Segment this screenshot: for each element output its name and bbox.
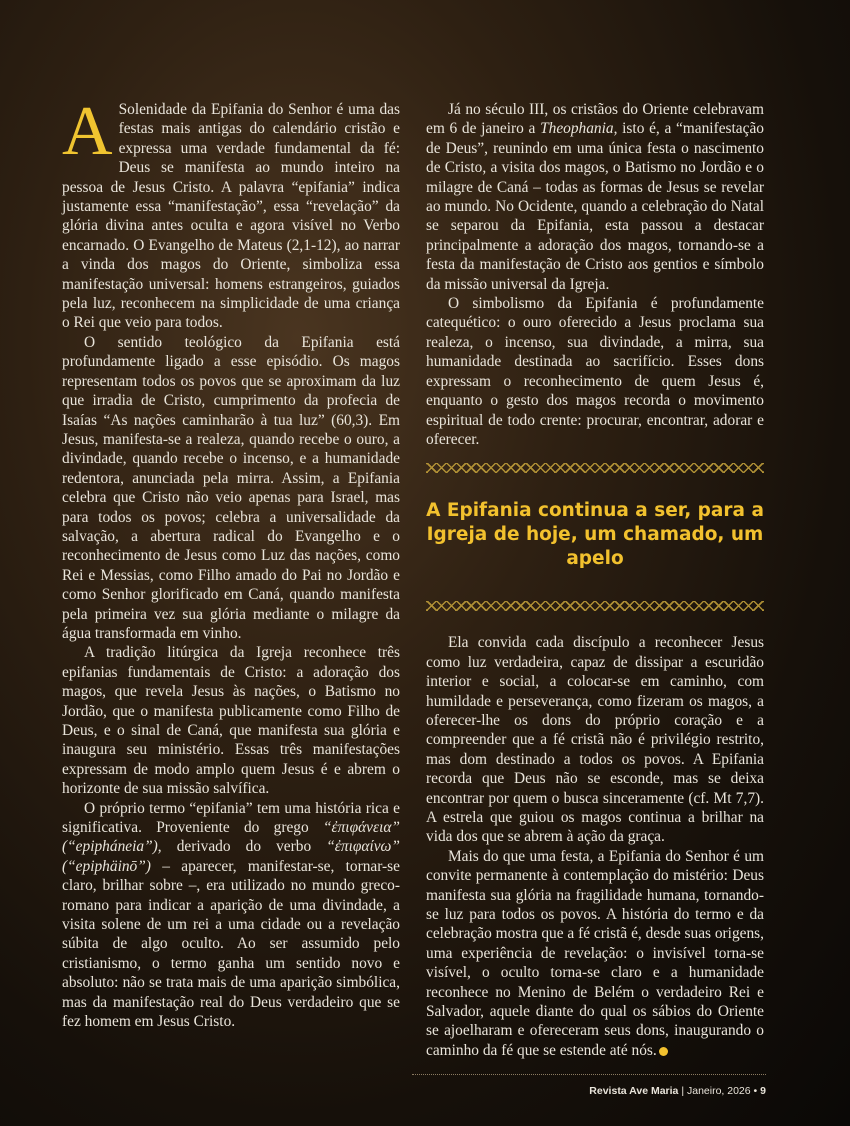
article-paragraph: O sentido teológico da Epifania está profundamente ligado a esse episódio. Os magos representam todos os povos que se aproximam da luz que irradia de Cristo, cumprimento da profecia de Isaías “As nações caminharão à tua luz” (60,3). Em Jesus, manifesta-se a realeza, quando recebe o ouro, a divindade, quando recebe o incenso, e a humanidade redentora, anunciada pela mirra. Assim, a Epifania celebra que Cristo não veio apenas para Israel, mas para todos os povos; celebra a universalidade da salvação, a abertura radical do Evangelho e o reconhecimento de Jesus como Luz das nações, como Rei e Messias, como Filho amado do Pai no Jordão e como Senhor glorificado em Caná, quando manifesta pela primeira vez sua glória mediante o milagre da água transformada em vinho.: [62, 333, 400, 642]
footer-bullet: •: [753, 1085, 758, 1097]
right-column: [426, 100, 764, 1060]
article-paragraph: A tradição litúrgica da Igreja reconhece três epifanias fundamentais de Cristo: a adoração dos magos, que revela Jesus às nações, o Batismo no Jordão, que o manifesta publicamente como Filho de Deus, e o sinal de Caná, que manifesta sua glória e inaugura seu ministério. Essas três manifestações expressam de modo amplo quem Jesus é e abrem o horizonte de sua missão salvífica.: [62, 644, 400, 798]
page-number: 9: [760, 1085, 766, 1097]
article-paragraph: O simbolismo da Epifania é profundamente catequético: o ouro oferecido a Jesus proclama sua realeza, o incenso, sua divindade, a mirra, sua humanidade destinada ao sacrifício. Esses dons expressam o reconhecimento de quem Jesus é, enquanto o gesto dos magos recorda o movimento espiritual de todo crente: procurar, encontrar, adorar e oferecer.: [426, 295, 764, 448]
end-mark-icon: [659, 1047, 668, 1056]
paragraph-text: Mais do que uma festa, a Epifania do Senhor é um convite permanente à contemplação do mistério: Deus manifesta sua glória na fragilidade humana, tornando-se luz para todos os povos. A história do termo e da celebração mostra que a fé cristã é, desde suas origens, uma experiência de revelação: o invisível torna-se visível, o oculto torna-se claro e a humanidade reconhece no Menino de Belém o verdadeiro Rei e Salvador, aquele diante do qual os sábios do Oriente se ajoelharam e ofereceram seus dons, inaugurando o caminho da fé que se estende até nós.: [426, 847, 765, 1059]
greek-term: “ἐπιφαίνω” (“epiphäinō”): [62, 838, 400, 875]
article-paragraph: Ela convida cada discípulo a reconhecer Jesus como luz verdadeira, capaz de dissipar a escuridão interior e social, a colocar-se em caminho, com humildade e perseverança, como fizeram os magos, a oferecer-lhe os dons do próprio coração e a compreender que a fé cristã não é privilégio restrito, mas dom destinado a todos os povos. A Epifania recorda que Deus não se esconde, mas se deixa encontrar por quem o busca sinceramente (cf. Mt 7,7). A estrela que guiou os magos continua a brilhar na vida dos que se abrem à ação da graça.: [426, 634, 764, 846]
article-paragraph: [426, 100, 764, 294]
paragraph-text: O próprio termo “epifania” tem uma história rica e significativa. Proveniente do grego: [62, 799, 400, 837]
ornament-divider-bottom: [426, 601, 764, 611]
paragraph-text: , isto é, a “manifestação de Deus”, reunindo em uma única festa o nascimento de Cristo, a visita dos magos, o Batismo no Jordão e o milagre de Caná – todas as formas de Jesus se revelar ao mundo. No Ocidente, quando a celebração do Natal se separou da Epifania, esta passou a destacar principalmente a adoração dos magos, tornando-se a festa da manifestação de Cristo aos gentios e símbolo da missão universal da Igreja.: [426, 120, 764, 293]
italic-term: Theophania: [540, 120, 614, 138]
article-paragraph: [62, 93, 400, 333]
paragraph-text: , derivado do verbo: [157, 838, 312, 856]
article-paragraph: [62, 799, 400, 1032]
left-column: [62, 93, 400, 1032]
pull-quote: A Epifania continua a ser, para a Igreja de hoje, um chamado, um apelo: [426, 500, 764, 570]
article-paragraph: [426, 847, 764, 1060]
paragraph-text: – aparecer, manifestar-se, tornar-se claro, brilhar sobre –, era utilizado no mundo greco-romano para indicar a aparição de uma divindade, a visita solene de um rei a uma cidade ou a revelação súbita de algo oculto. Ao ser assumido pelo cristianismo, o termo ganha um sentido novo e absoluto: não se trata mais de uma aparição simbólica, mas da manifestação real do Deus verdadeiro que se fez homem em Jesus Cristo.: [62, 857, 400, 1031]
ornament-divider-top: [426, 463, 764, 473]
drop-cap: A: [62, 93, 113, 170]
footer-separator: |: [681, 1085, 685, 1097]
page-footer: [412, 1074, 766, 1097]
magazine-name: Revista Ave Maria: [589, 1085, 679, 1097]
greek-term: “ἐπιφάνεια” (“epipháneia”): [62, 819, 400, 856]
paragraph-text: Já no século III, os cristãos do Oriente celebravam em 6 de janeiro a: [426, 101, 764, 138]
issue-date: Janeiro, 2026: [686, 1085, 751, 1097]
paragraph-text: Solenidade da Epifania do Senhor é uma das festas mais antigas do calendário cristão e expressa uma verdade fundamental da fé: Deus se manifesta ao mundo inteiro na pessoa de Jesus Cristo. A palavra “epifania” indica justamente essa “manifestação”, essa “revelação” da glória divina antes oculta e agora visível no Verbo encarnado. O Evangelho de Mateus (2,1-12), ao narrar a vinda dos magos do Oriente, simboliza essa manifestação universal: homens estrangeiros, guiados pela luz, reconhecem na simplicidade de uma criança o Rei que veio para todos.: [62, 101, 400, 332]
